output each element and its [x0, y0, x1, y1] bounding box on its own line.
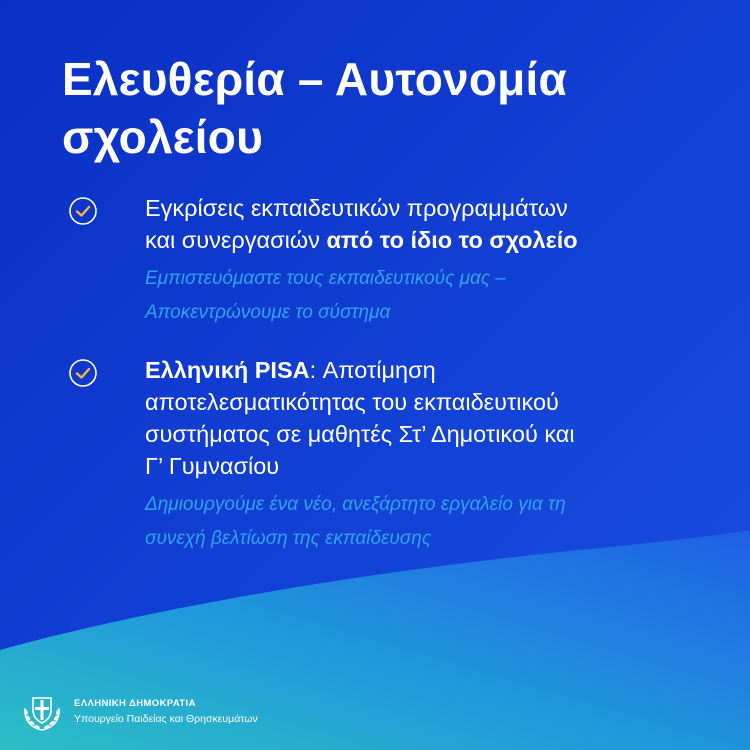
list-item-text — [145, 354, 690, 556]
item-1-main-line-1: Εγκρίσεις εκπαιδευτικών προγραμμάτων — [145, 195, 568, 221]
footer-text — [74, 697, 258, 727]
greek-coat-of-arms-icon — [20, 690, 64, 734]
list-item-text — [145, 192, 690, 330]
item-1-main-bold: από το ίδιο το σχολείο — [326, 227, 578, 253]
list-item-subtext — [145, 488, 690, 556]
item-2-main-bold: Ελληνική PISA — [145, 357, 310, 383]
checkmark-circle-icon — [68, 358, 98, 388]
item-2-sub-line-2: συνεχή βελτίωση της εκπαίδευσης — [145, 528, 432, 549]
list-item-main — [145, 354, 690, 482]
item-2-main-line-2: αποτελεσματικότητας του εκπαιδευτικού — [145, 389, 559, 415]
item-1-sub-line-1: Εμπιστευόμαστε τους εκπαιδευτικούς μας – — [145, 268, 506, 289]
item-2-main-line-3: συστήματος σε μαθητές Στ’ Δημοτικού και — [145, 421, 575, 447]
footer-ministry: Υπουργείο Παιδείας και Θρησκευμάτων — [74, 713, 258, 725]
footer-republic: ΕΛΛΗΝΙΚΗ ΔΗΜΟΚΡΑΤΙΑ — [74, 698, 196, 709]
page-title — [62, 50, 702, 166]
list-item-subtext — [145, 262, 690, 330]
item-2-main-line-4: Γ’ Γυμνασίου — [145, 453, 280, 479]
title-line-2: σχολείου — [62, 111, 264, 163]
footer-logo — [20, 690, 420, 736]
item-2-sub-line-1: Δημιουργούμε ένα νέο, ανεξάρτητο εργαλείο για τη — [145, 494, 566, 515]
item-1-sub-line-2: Αποκεντρώνουμε το σύστημα — [145, 302, 391, 323]
list-item-main — [145, 192, 690, 256]
item-1-main-line-2: και συνεργασιών — [145, 227, 327, 253]
checkmark-circle-icon — [68, 196, 98, 226]
title-line-1: Ελευθερία – Αυτονομία — [62, 53, 567, 105]
item-2-main-line-1: : Αποτίμηση — [309, 357, 436, 383]
